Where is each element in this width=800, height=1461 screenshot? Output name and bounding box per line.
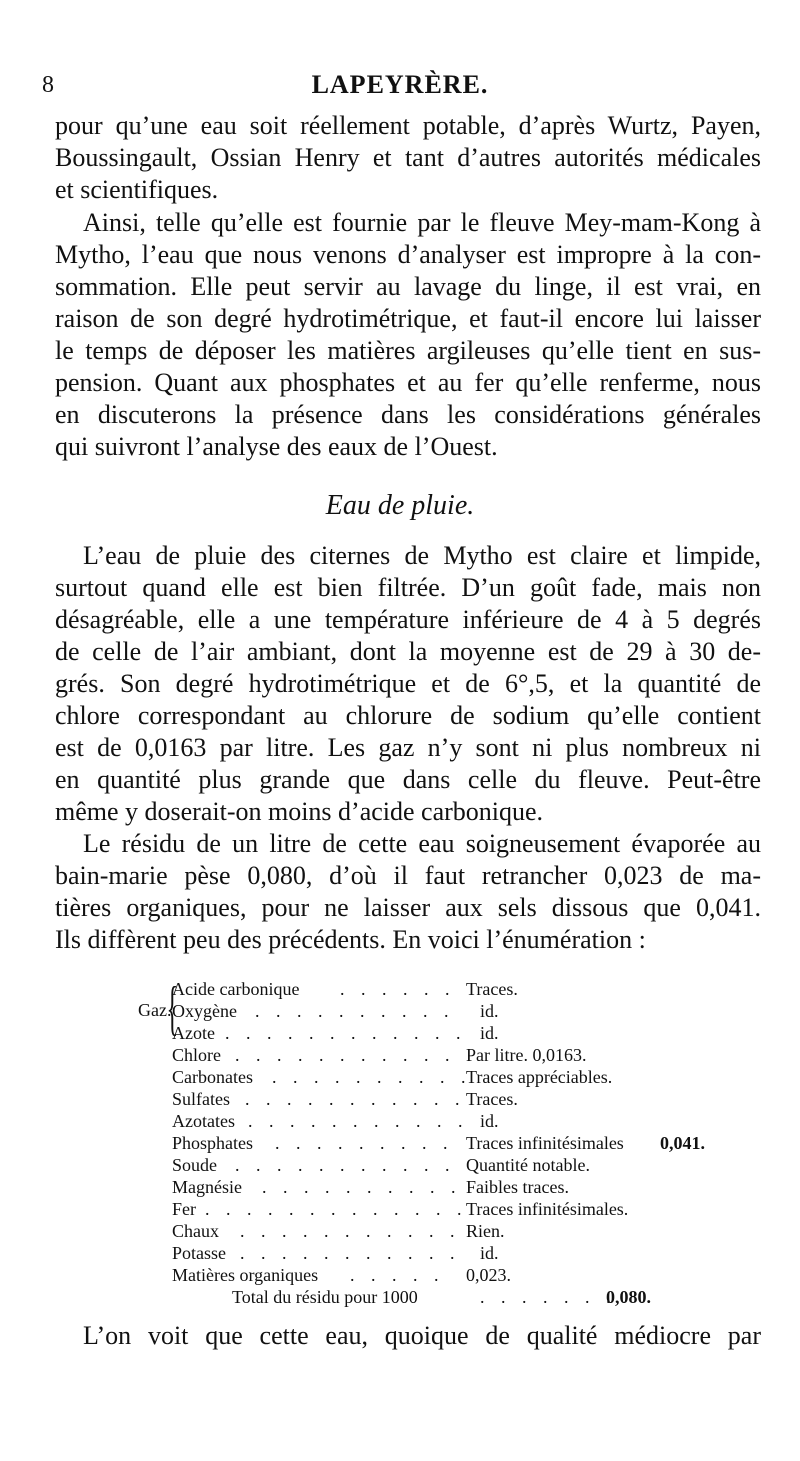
running-head: LAPEYRÈRE. bbox=[311, 70, 489, 99]
row-value: Rien. bbox=[466, 1221, 505, 1241]
text-line: Ainsi, telle qu’elle est fournie par le fleuve Mey-mam-Kong à bbox=[83, 208, 761, 237]
dot-leader: . . . . . . . . . . . bbox=[240, 1221, 461, 1241]
table-row bbox=[0, 978, 800, 1000]
row-value: Quantité notable. bbox=[466, 1155, 590, 1175]
text-line: en quantité plus grande que dans celle du fleuve. Peut-être bbox=[55, 765, 761, 794]
table-row bbox=[0, 1176, 800, 1198]
text-line: de celle de l’air ambiant, dont la moyenne est de 29 à 30 de- bbox=[55, 637, 761, 666]
row-value: Faibles traces. bbox=[466, 1177, 569, 1197]
table-row bbox=[0, 1066, 800, 1088]
table-row bbox=[0, 1088, 800, 1110]
text-line: sommation. Elle peut servir au lavage du linge, il est vrai, en bbox=[55, 272, 761, 301]
dot-leader: . . . . . . . . . . bbox=[255, 1001, 455, 1021]
total-value: 0,080. bbox=[606, 1287, 651, 1307]
dot-leader: . . . . . . . . . bbox=[275, 1133, 454, 1153]
dot-leader: . . . . . . . . . . . bbox=[240, 1243, 461, 1263]
table-row bbox=[0, 1000, 800, 1022]
text-line: raison de son degré hydrotimétrique, et faut-il encore lui laisser bbox=[55, 304, 761, 333]
row-name: Azote bbox=[172, 1023, 215, 1043]
table-row bbox=[0, 1132, 800, 1154]
text-line: chlore correspondant au chlorure de sodium qu’elle contient bbox=[55, 701, 761, 730]
text-line: Boussingault, Ossian Henry et tant d’autres autorités médicales bbox=[55, 143, 761, 172]
text-line: le temps de déposer les matières argileuses qu’elle tient en sus- bbox=[55, 336, 761, 365]
row-value: Traces. bbox=[466, 979, 518, 999]
table-row bbox=[0, 1198, 800, 1220]
row-value: Traces appréciables. bbox=[466, 1067, 613, 1087]
text-line: qui suivront l’analyse des eaux de l’Ouest. bbox=[55, 432, 498, 461]
row-name: Soude bbox=[172, 1155, 217, 1175]
paragraph-2 bbox=[55, 207, 761, 463]
dot-leader: . . . . . . . . . . . bbox=[235, 1045, 456, 1065]
dot-leader: . . . . . . . . . . . bbox=[248, 1111, 469, 1131]
text-line: pension. Quant aux phosphates et au fer qu’elle renferme, nous bbox=[55, 368, 761, 397]
row-name: Chaux bbox=[172, 1221, 219, 1241]
dot-leader: . . . . . . . . . . . . bbox=[225, 1023, 467, 1043]
row-value: id. bbox=[480, 1243, 499, 1263]
text-line: L’on voit que cette eau, quoique de qualité médiocre par bbox=[83, 1321, 761, 1350]
paragraph-1 bbox=[55, 110, 761, 206]
paragraph-4 bbox=[55, 828, 761, 956]
dot-leader: . . . . . . . . . . . bbox=[245, 1089, 466, 1109]
dot-leader: . . . . . . . . . . bbox=[262, 1177, 462, 1197]
row-name: Azotates bbox=[172, 1111, 235, 1131]
salts-total: 0,041. bbox=[660, 1133, 705, 1153]
row-value: Traces. bbox=[466, 1089, 518, 1109]
row-name: Phosphates bbox=[172, 1133, 253, 1153]
text-line: est de 0,0163 par litre. Les gaz n’y sont ni plus nombreux ni bbox=[55, 733, 761, 762]
row-value: 0,023. bbox=[466, 1265, 511, 1285]
gaz-label: Gaz. bbox=[138, 1000, 172, 1020]
dot-leader: . . . . . bbox=[350, 1265, 445, 1285]
row-name: Potasse bbox=[172, 1243, 226, 1263]
row-value: id. bbox=[480, 1111, 499, 1131]
table-row bbox=[0, 1044, 800, 1066]
text-line: bain-marie pèse 0,080, d’où il faut retrancher 0,023 de ma- bbox=[55, 861, 761, 890]
row-name: Oxygène bbox=[172, 1001, 237, 1021]
paragraph-3 bbox=[55, 540, 761, 828]
row-value: Par litre. 0,0163. bbox=[466, 1045, 587, 1065]
text-line: désagréable, elle a une température inférieure de 4 à 5 degrés bbox=[55, 605, 761, 634]
row-name: Magnésie bbox=[172, 1177, 242, 1197]
text-line: tières organiques, pour ne laisser aux sels dissous que 0,041. bbox=[55, 893, 761, 922]
dot-leader: . . . . . . . . . . . bbox=[235, 1155, 456, 1175]
paragraph-5 bbox=[55, 1320, 761, 1352]
row-name: Fer bbox=[172, 1199, 196, 1219]
table-row bbox=[0, 1220, 800, 1242]
page-number: 8 bbox=[42, 72, 54, 98]
text-line: Le résidu de un litre de cette eau soigneusement évaporée au bbox=[83, 829, 761, 858]
row-name: Chlore bbox=[172, 1045, 221, 1065]
text-line: même y doserait-on moins d’acide carbonique. bbox=[55, 797, 544, 826]
text-line: et scientifiques. bbox=[55, 175, 219, 204]
total-row bbox=[0, 1286, 800, 1308]
table-row bbox=[0, 1110, 800, 1132]
table-row bbox=[0, 1154, 800, 1176]
text-line: Mytho, l’eau que nous venons d’analyser est impropre à la con- bbox=[55, 240, 761, 269]
row-value: Traces infinitésimales bbox=[466, 1133, 624, 1153]
dot-leader: . . . . . . . bbox=[480, 1287, 617, 1307]
row-name: Carbonates bbox=[172, 1067, 253, 1087]
text-line: en discuterons la présence dans les considérations générales bbox=[55, 400, 761, 429]
text-line: surtout quand elle est bien filtrée. D’un goût fade, mais non bbox=[55, 573, 761, 602]
row-value: id. bbox=[480, 1001, 499, 1021]
dot-leader: . . . . . . . . . . bbox=[272, 1067, 472, 1087]
text-line: grés. Son degré hydrotimétrique et de 6°,5, et la quantité de bbox=[55, 669, 761, 698]
table-row bbox=[0, 1022, 800, 1044]
row-name: Sulfates bbox=[172, 1089, 230, 1109]
dot-leader: . . . . . . . . . . . . . bbox=[205, 1199, 468, 1219]
row-name: Matières organiques bbox=[172, 1265, 319, 1285]
row-name: Acide carbonique bbox=[172, 979, 300, 999]
brace-icon: { bbox=[166, 975, 179, 1041]
dot-leader: . . . . . . bbox=[340, 979, 456, 999]
table-row bbox=[0, 1264, 800, 1286]
text-line: L’eau de pluie des citernes de Mytho est claire et limpide, bbox=[83, 541, 761, 570]
row-value: Traces infinitésimales. bbox=[466, 1199, 629, 1219]
text-line: pour qu’une eau soit réellement potable, d’après Wurtz, Payen, bbox=[55, 111, 761, 140]
row-value: id. bbox=[480, 1023, 499, 1043]
total-label: Total du résidu pour 1000 bbox=[232, 1287, 418, 1307]
section-heading: Eau de pluie. bbox=[325, 490, 475, 521]
table-row bbox=[0, 1242, 800, 1264]
text-line: Ils diffèrent peu des précédents. En voici l’énumération : bbox=[55, 925, 646, 954]
